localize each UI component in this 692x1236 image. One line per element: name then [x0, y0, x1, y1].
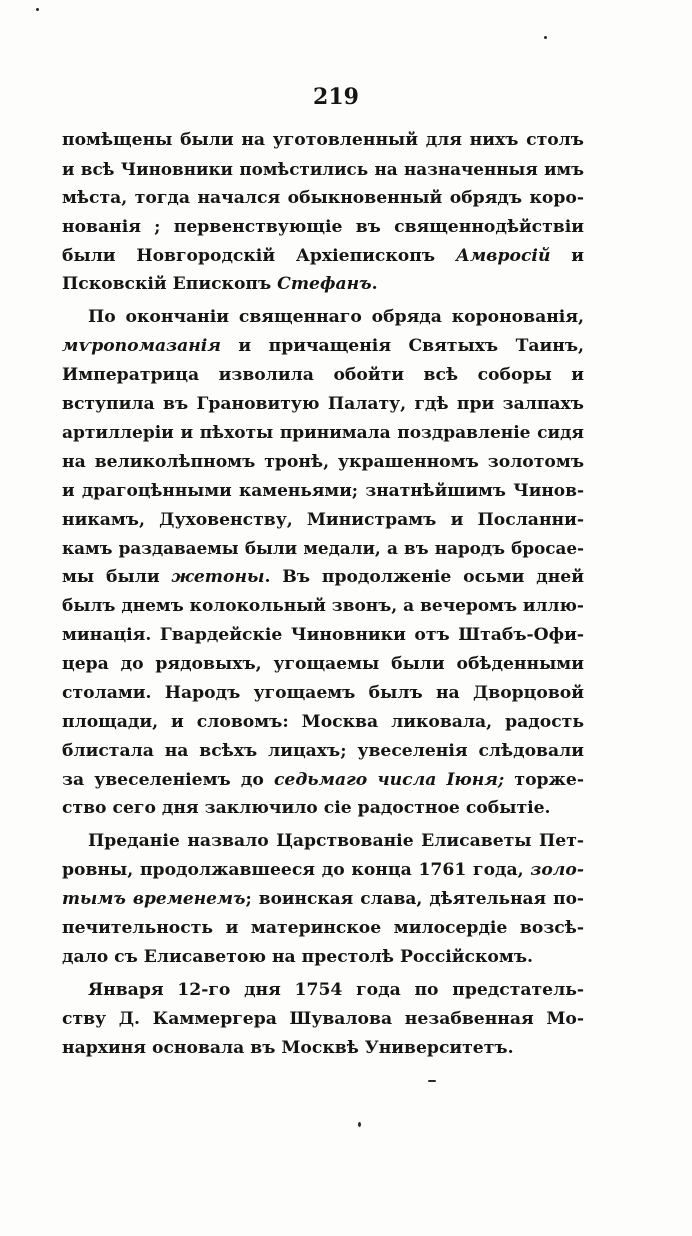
text-line [62, 303, 584, 332]
text-span: вступила въ Грановитую Палату, гдѣ при залпахъ [62, 394, 584, 415]
text-span: . Въ продолженіе осьми дней [264, 567, 584, 588]
text-span: артиллеріи и пѣхоты принимала поздравленіе сидя [62, 422, 584, 443]
text-line [62, 650, 584, 679]
text-span: никамъ, Духовенству, Министрамъ и Посланни- [62, 509, 584, 530]
text-line [62, 592, 584, 621]
text-line [62, 1005, 584, 1034]
text-span: Псковскій Епископъ [62, 274, 278, 295]
text-line [62, 766, 584, 795]
italic-text: седьмаго числа Іюня; [273, 769, 505, 790]
text-line [62, 914, 584, 943]
italic-text: золо- [530, 860, 584, 881]
text-span: были Новгородскій Архіепископъ [62, 245, 456, 266]
text-span: камъ раздаваемы были медали, а въ народъ бросае- [62, 538, 584, 559]
text-line [62, 679, 584, 708]
text-span: мы были [62, 567, 172, 588]
text-span: и [550, 245, 584, 266]
text-line [62, 885, 584, 914]
text-span: былъ днемъ колокольный звонъ, а вечеромъ иллю- [62, 596, 584, 617]
italic-text: Амвросій [455, 245, 551, 266]
text-line [62, 1034, 584, 1063]
text-span: Императрица изволила обойти всѣ соборы и [62, 365, 584, 386]
text-span: ство сего дня заключило сіе радостное событіе. [62, 798, 551, 819]
text-span: минація. Гвардейскіе Чиновники отъ Штабъ-Офи- [62, 625, 584, 646]
text-line [62, 213, 584, 242]
page-number: 219 [313, 84, 359, 110]
text-span: ровны, продолжавшееся до конца 1761 года, [62, 860, 531, 881]
text-span: печительность и материнское милосердіе возсѣ- [62, 918, 584, 939]
text-line [62, 737, 584, 766]
text-span: и драгоцѣнными каменьями; знатнѣйшимъ Чинов- [62, 480, 584, 501]
speck-mark [358, 1122, 361, 1127]
text-line [62, 361, 584, 390]
text-span: Преданіе назвало Царствованіе Елисаветы Пет- [88, 831, 584, 852]
text-span: По окончаніи священнаго обряда коронованія, [88, 307, 584, 328]
text-line [62, 621, 584, 650]
text-line [62, 856, 584, 885]
body-text [62, 126, 584, 1063]
speck-mark [36, 8, 39, 11]
text-line [62, 943, 584, 972]
text-span: ству Д. Каммергера Шувалова незабвенная Мо- [62, 1008, 584, 1029]
text-span: площади, и словомъ: Москва ликовала, радость [62, 711, 584, 732]
italic-text: тымъ временемъ [62, 889, 246, 910]
text-line [62, 708, 584, 737]
text-span: . [371, 274, 378, 295]
text-span: нованія ; первенствующіе въ священнодѣйствіи [62, 216, 584, 237]
text-line [62, 827, 584, 856]
text-span: на великолѣпномъ тронѣ, украшенномъ золотомъ [62, 451, 584, 472]
text-line [62, 242, 584, 271]
text-span: и причащенія Святыхъ Таинъ, [220, 336, 584, 357]
text-span: за увеселеніемъ до [62, 769, 274, 790]
text-span: торже- [504, 769, 584, 790]
text-line [62, 477, 584, 506]
text-span: столами. Народъ угощаемъ былъ на Дворцовой [62, 682, 584, 703]
text-line [62, 534, 584, 563]
text-line [62, 390, 584, 419]
text-line [62, 506, 584, 535]
speck-mark [544, 36, 547, 39]
text-span: блистала на всѣхъ лицахъ; увеселенія слѣдовали [62, 740, 584, 761]
text-line [62, 563, 584, 592]
text-line [62, 126, 584, 155]
text-line [62, 270, 584, 299]
text-span: Января 12-го дня 1754 года по предстатель- [88, 979, 584, 1000]
text-line [62, 794, 584, 823]
text-span: ; воинская слава, дѣятельная по- [245, 889, 584, 910]
text-line [62, 184, 584, 213]
text-span: нархиня основала въ Москвѣ Университетъ. [62, 1037, 514, 1058]
text-span: мѣста, тогда начался обыкновенный обрядъ коро- [62, 187, 584, 208]
italic-text: Стефанъ [277, 274, 372, 295]
text-span: и всѣ Чиновники помѣстились на назначенныя имъ [62, 158, 584, 179]
text-line [62, 976, 584, 1005]
text-span: помѣщены были на уготовленный для нихъ столъ [62, 130, 584, 150]
text-line [62, 419, 584, 448]
text-span: цера до рядовыхъ, угощаемы были обѣденными [62, 654, 584, 675]
text-line [62, 448, 584, 477]
italic-text: мѵропомазанія [62, 336, 221, 357]
italic-text: жетоны [171, 567, 265, 588]
text-span: дало съ Елисаветою на престолѣ Россійскомъ. [62, 946, 533, 967]
text-line [62, 155, 584, 184]
text-line [62, 332, 584, 361]
speck-mark [428, 1080, 436, 1082]
